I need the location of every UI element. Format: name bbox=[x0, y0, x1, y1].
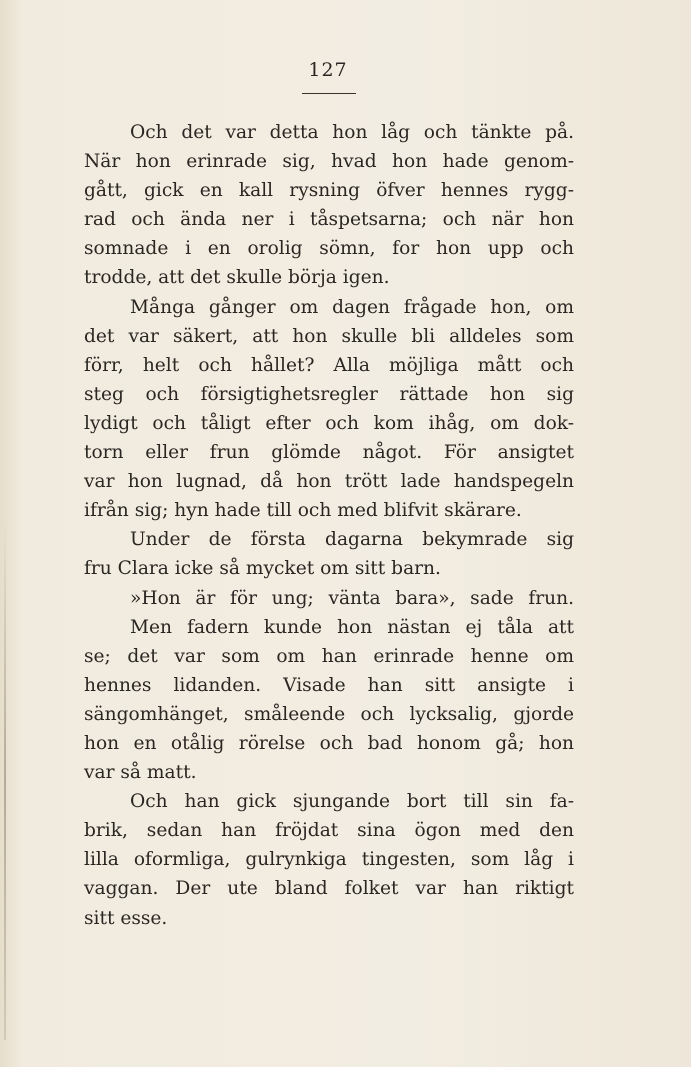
text-line: se; det var som om han erinrade henne om bbox=[84, 645, 574, 667]
text-line: det var säkert, att hon skulle bli alldeles som bbox=[84, 325, 574, 347]
text-line: rad och ända ner i tåspetsarna; och när hon bbox=[84, 209, 574, 231]
text-line: var så matt. bbox=[84, 762, 197, 784]
page-gutter-edge bbox=[4, 520, 6, 1040]
text-line: brik, sedan han fröjdat sina ögon med den bbox=[84, 820, 574, 842]
text-line: »Hon är för ung; vänta bara», sade frun. bbox=[130, 587, 574, 609]
text-line: sitt esse. bbox=[84, 907, 168, 929]
text-line: fru Clara icke så mycket om sitt barn. bbox=[84, 558, 441, 580]
page-number: 127 bbox=[308, 59, 348, 81]
text-line: vaggan. Der ute bland folket var han riktigt bbox=[84, 878, 574, 900]
text-line: Under de första dagarna bekymrade sig bbox=[130, 529, 574, 551]
text-line: trodde, att det skulle börja igen. bbox=[84, 267, 390, 289]
text-line: Men fadern kunde hon nästan ej tåla att bbox=[130, 616, 574, 638]
text-line: steg och försigtighetsregler rättade hon sig bbox=[84, 383, 574, 405]
header-rule bbox=[302, 93, 356, 94]
text-line: gått, gick en kall rysning öfver hennes rygg- bbox=[84, 180, 574, 202]
text-line: Och det var detta hon låg och tänkte på. bbox=[130, 122, 574, 143]
text-line: var hon lugnad, då hon trött lade handspegeln bbox=[84, 471, 574, 493]
text-line: ifrån sig; hyn hade till och med blifvit skärare. bbox=[84, 500, 522, 522]
body-text bbox=[84, 118, 574, 933]
text-line: lilla oformliga, gulrynkiga tingesten, som låg i bbox=[84, 849, 574, 871]
text-line: förr, helt och hållet? Alla möjliga mått och bbox=[84, 354, 574, 376]
text-line: När hon erinrade sig, hvad hon hade genom- bbox=[84, 151, 574, 173]
text-line: sängomhänget, småleende och lycksalig, gjorde bbox=[84, 703, 574, 725]
text-line: somnade i en orolig sömn, for hon upp och bbox=[84, 238, 574, 260]
text-line: torn eller frun glömde något. För ansigtet bbox=[84, 442, 574, 464]
text-line: lydigt och tåligt efter och kom ihåg, om dok- bbox=[84, 412, 574, 434]
text-line: hon en otålig rörelse och bad honom gå; hon bbox=[84, 732, 574, 754]
text-line: hennes lidanden. Visade han sitt ansigte i bbox=[84, 674, 574, 696]
text-line: Många gånger om dagen frågade hon, om bbox=[130, 296, 574, 318]
text-line: Och han gick sjungande bort till sin fa- bbox=[130, 791, 574, 813]
